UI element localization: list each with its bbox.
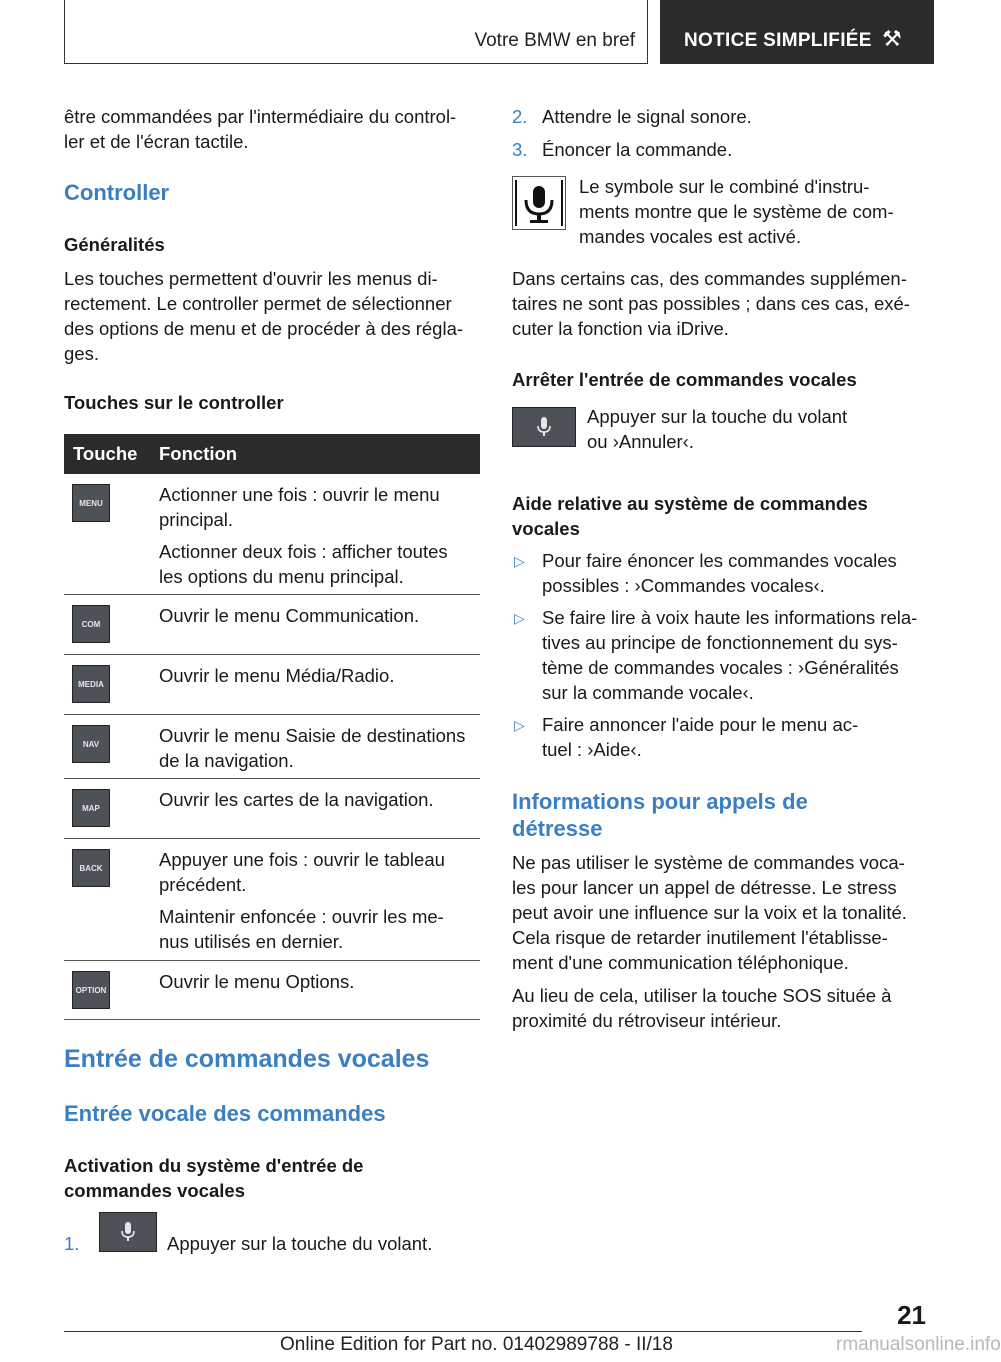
page-number: 21	[897, 1300, 926, 1330]
emergency-line: ment d'une communication téléphonique.	[512, 952, 849, 973]
header-chapter-box	[660, 0, 934, 64]
cases-line: cuter la fonction via iDrive.	[512, 318, 729, 339]
row-text: Actionner deux fois : afficher toutes	[159, 541, 448, 562]
stop-line: Appuyer sur la touche du volant	[587, 406, 848, 427]
col-fonction: Fonction	[159, 443, 238, 464]
activation-heading: Activation du système d'entrée de	[64, 1155, 364, 1176]
intro-line: ler et de l'écran tactile.	[64, 131, 249, 152]
step-text: Énoncer la commande.	[542, 139, 733, 160]
footer-divider	[64, 1331, 862, 1332]
bullet-line: Se faire lire à voix haute les informations rela‐	[542, 607, 918, 628]
row-text: Ouvrir le menu Options.	[159, 971, 355, 992]
col-touche: Touche	[73, 443, 138, 464]
bullet-triangle-icon: ▷	[514, 717, 525, 733]
step-text: Attendre le signal sonore.	[542, 106, 752, 127]
step-text: Appuyer sur la touche du volant.	[167, 1233, 433, 1254]
row-text: Appuyer une fois : ouvrir le tableau	[159, 849, 445, 870]
table-row	[64, 961, 480, 1020]
header-chapter-title: NOTICE SIMPLIFIÉE	[684, 30, 872, 51]
table-row	[64, 715, 480, 779]
wrench-hammer-icon: ⚒	[882, 26, 902, 51]
step-number: 2.	[512, 106, 528, 127]
generalites-line: Les touches permettent d'ouvrir les menus di‐	[64, 268, 438, 289]
voice-heading: Entrée de commandes vocales	[64, 1045, 430, 1073]
emergency-line: les pour lancer un appel de détresse. Le stress	[512, 877, 897, 898]
sos-line: proximité du rétroviseur intérieur.	[512, 1010, 782, 1031]
nav-key-icon: NAV	[72, 725, 110, 763]
touches-heading: Touches sur le controller	[64, 392, 284, 413]
emergency-line: Cela risque de retarder inutilement l'établisse‐	[512, 927, 888, 948]
generalites-line: des options de menu et de procéder à des régla‐	[64, 318, 464, 339]
bullet-line: tuel : ›Aide‹.	[542, 739, 642, 760]
generalites-heading: Généralités	[64, 234, 165, 255]
row-text: nus utilisés en dernier.	[159, 931, 344, 952]
voice-subheading: Entrée vocale des commandes	[64, 1101, 386, 1126]
bullet-line: Faire annoncer l'aide pour le menu ac‐	[542, 714, 859, 735]
generalites-line: ges.	[64, 343, 99, 364]
row-text: précédent.	[159, 874, 247, 895]
table-row	[64, 839, 480, 961]
bullet-line: tème de commandes vocales : ›Généralités	[542, 657, 899, 678]
row-text: les options du menu principal.	[159, 566, 404, 587]
row-text: de la navigation.	[159, 750, 294, 771]
help-heading: vocales	[512, 518, 580, 539]
bullet-line: possibles : ›Commandes vocales‹.	[542, 575, 825, 596]
activation-heading: commandes vocales	[64, 1180, 245, 1201]
row-text: Actionner une fois : ouvrir le menu	[159, 484, 440, 505]
emergency-line: peut avoir une influence sur la voix et la tonalité.	[512, 902, 907, 923]
symbol-line: ments montre que le système de com‐	[579, 201, 894, 222]
stop-line: ou ›Annuler‹.	[587, 431, 694, 452]
header-section-box	[64, 0, 648, 64]
bullet-triangle-icon: ▷	[514, 610, 525, 626]
row-text: Ouvrir le menu Média/Radio.	[159, 665, 395, 686]
steering-mic-button-icon	[99, 1212, 157, 1252]
footer-edition: Online Edition for Part no. 01402989788 - II/18	[280, 1334, 673, 1355]
row-text: principal.	[159, 509, 234, 530]
footer-watermark: rmanualsonline.info	[836, 1334, 1001, 1355]
sos-line: Au lieu de cela, utiliser la touche SOS située à	[512, 985, 892, 1006]
back-key-icon: BACK	[72, 849, 110, 887]
media-key-icon: MEDIA	[72, 665, 110, 703]
cases-line: Dans certains cas, des commandes supplémen‐	[512, 268, 907, 289]
voice-active-symbol-icon	[512, 176, 566, 230]
row-text: Ouvrir le menu Communication.	[159, 605, 420, 626]
controller-heading: Controller	[64, 180, 170, 205]
table-header	[64, 434, 480, 474]
stop-heading: Arrêter l'entrée de commandes vocales	[512, 369, 857, 390]
com-key-icon: COM	[72, 605, 110, 643]
emergency-heading: détresse	[512, 816, 603, 841]
bullet-line: sur la commande vocale‹.	[542, 682, 754, 703]
help-heading: Aide relative au système de commandes	[512, 493, 868, 514]
option-key-icon: OPTION	[72, 971, 110, 1009]
step-number: 3.	[512, 139, 528, 160]
emergency-line: Ne pas utiliser le système de commandes voca‐	[512, 852, 905, 873]
bullet-line: Pour faire énoncer les commandes vocales	[542, 550, 897, 571]
table-row	[64, 779, 480, 839]
symbol-line: Le symbole sur le combiné d'instru‐	[579, 176, 870, 197]
steering-mic-button-icon	[512, 407, 576, 447]
header-section-title: Votre BMW en bref	[474, 30, 635, 51]
row-text: Maintenir enfoncée : ouvrir les me‐	[159, 906, 444, 927]
table-row	[64, 474, 480, 595]
emergency-heading: Informations pour appels de	[512, 789, 808, 814]
generalites-line: rectement. Le controller permet de sélectionner	[64, 293, 452, 314]
bullet-triangle-icon: ▷	[514, 553, 525, 569]
step-number: 1.	[64, 1233, 80, 1254]
bullet-line: tives au principe de fonctionnement du sys‐	[542, 632, 898, 653]
cases-line: taires ne sont pas possibles ; dans ces cas, exé‐	[512, 293, 910, 314]
row-text: Ouvrir le menu Saisie de destinations	[159, 725, 466, 746]
intro-line: être commandées par l'intermédiaire du control‐	[64, 106, 457, 127]
menu-key-icon: MENU	[72, 484, 110, 522]
map-key-icon: MAP	[72, 789, 110, 827]
row-text: Ouvrir les cartes de la navigation.	[159, 789, 434, 810]
symbol-line: mandes vocales est activé.	[579, 226, 802, 247]
table-row	[64, 655, 480, 715]
table-row	[64, 595, 480, 655]
